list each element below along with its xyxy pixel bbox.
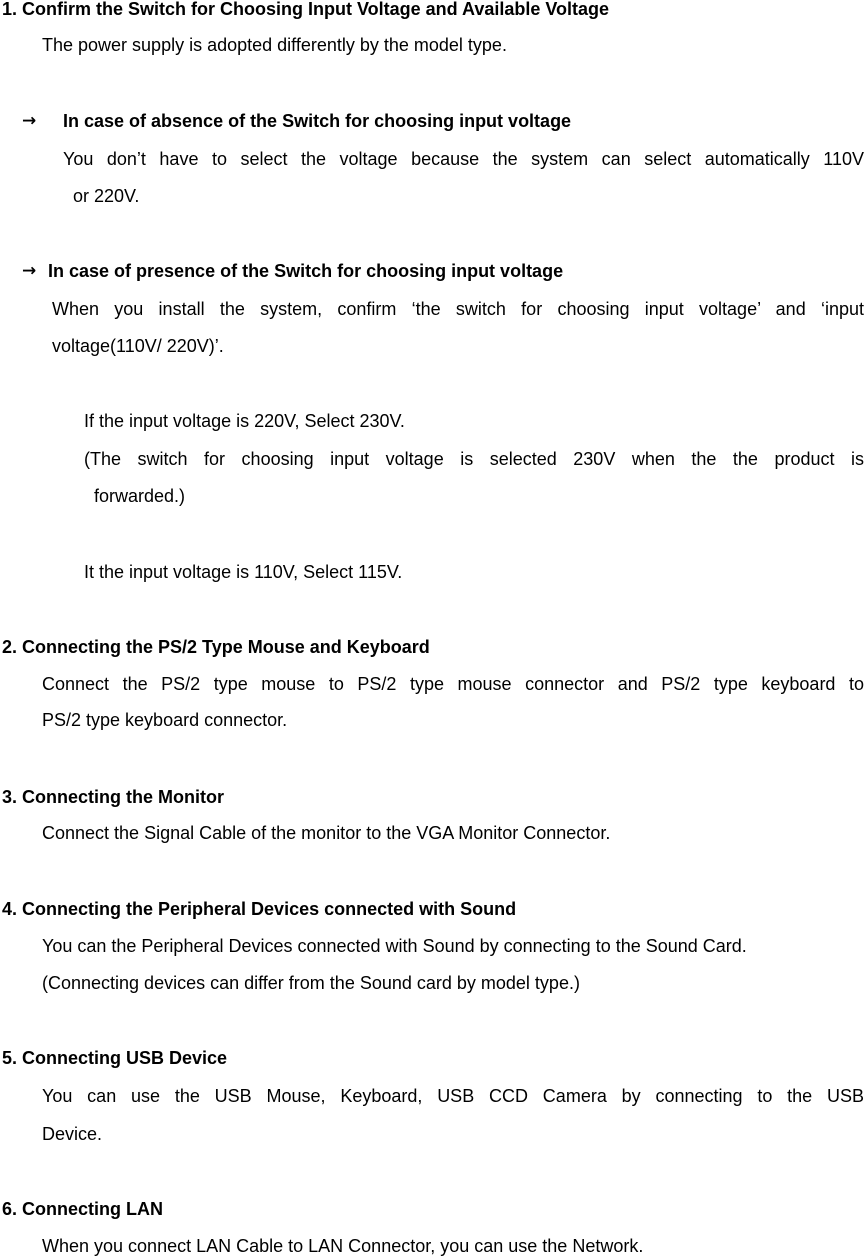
section-6-body-line1: When you connect LAN Cable to LAN Connector, you can use the Network. xyxy=(42,1236,644,1256)
arrow-right-icon: → xyxy=(22,261,37,281)
section-2-heading: 2. Connecting the PS/2 Type Mouse and Keyboard xyxy=(2,637,430,657)
section-6-heading: 6. Connecting LAN xyxy=(2,1199,163,1219)
section-1-heading: 1. Confirm the Switch for Choosing Input Voltage and Available Voltage xyxy=(2,0,610,19)
note-220v-line2: (The switch for choosing input voltage is selected 230V when the the product is xyxy=(84,449,864,469)
section-4-heading: 4. Connecting the Peripheral Devices connected with Sound xyxy=(2,899,517,919)
case-absence-heading: In case of absence of the Switch for choosing input voltage xyxy=(63,111,572,131)
section-4-body-line2: (Connecting devices can differ from the Sound card by model type.) xyxy=(42,973,580,993)
section-3-body-line1: Connect the Signal Cable of the monitor to the VGA Monitor Connector. xyxy=(42,823,611,843)
case-absence-body-line1: You don’t have to select the voltage because the system can select automatically 110V xyxy=(63,149,864,169)
case-absence-body-line2: or 220V. xyxy=(73,186,140,206)
note-220v-line1: If the input voltage is 220V, Select 230V. xyxy=(84,411,405,431)
arrow-right-icon: → xyxy=(22,111,37,131)
note-110v: It the input voltage is 110V, Select 115V. xyxy=(84,562,403,582)
section-5-heading: 5. Connecting USB Device xyxy=(2,1048,228,1068)
case-presence-body-line1: When you install the system, confirm ‘the switch for choosing input voltage’ and ‘input xyxy=(52,299,864,319)
case-presence-body-line2: voltage(110V/ 220V)’. xyxy=(52,336,224,356)
section-1-intro: The power supply is adopted differently by the model type. xyxy=(42,35,507,55)
section-5-body-line2: Device. xyxy=(42,1124,103,1144)
section-5-body-line1: You can use the USB Mouse, Keyboard, USB CCD Camera by connecting to the USB xyxy=(42,1086,864,1106)
section-4-body-line1: You can the Peripheral Devices connected with Sound by connecting to the Sound Card. xyxy=(42,936,747,956)
section-2-body-line2: PS/2 type keyboard connector. xyxy=(42,710,288,730)
section-3-heading: 3. Connecting the Monitor xyxy=(2,787,224,807)
note-220v-line3: forwarded.) xyxy=(94,486,186,506)
section-2-body-line1: Connect the PS/2 type mouse to PS/2 type mouse connector and PS/2 type keyboard to xyxy=(42,674,864,694)
case-presence-heading: In case of presence of the Switch for choosing input voltage xyxy=(48,261,564,281)
